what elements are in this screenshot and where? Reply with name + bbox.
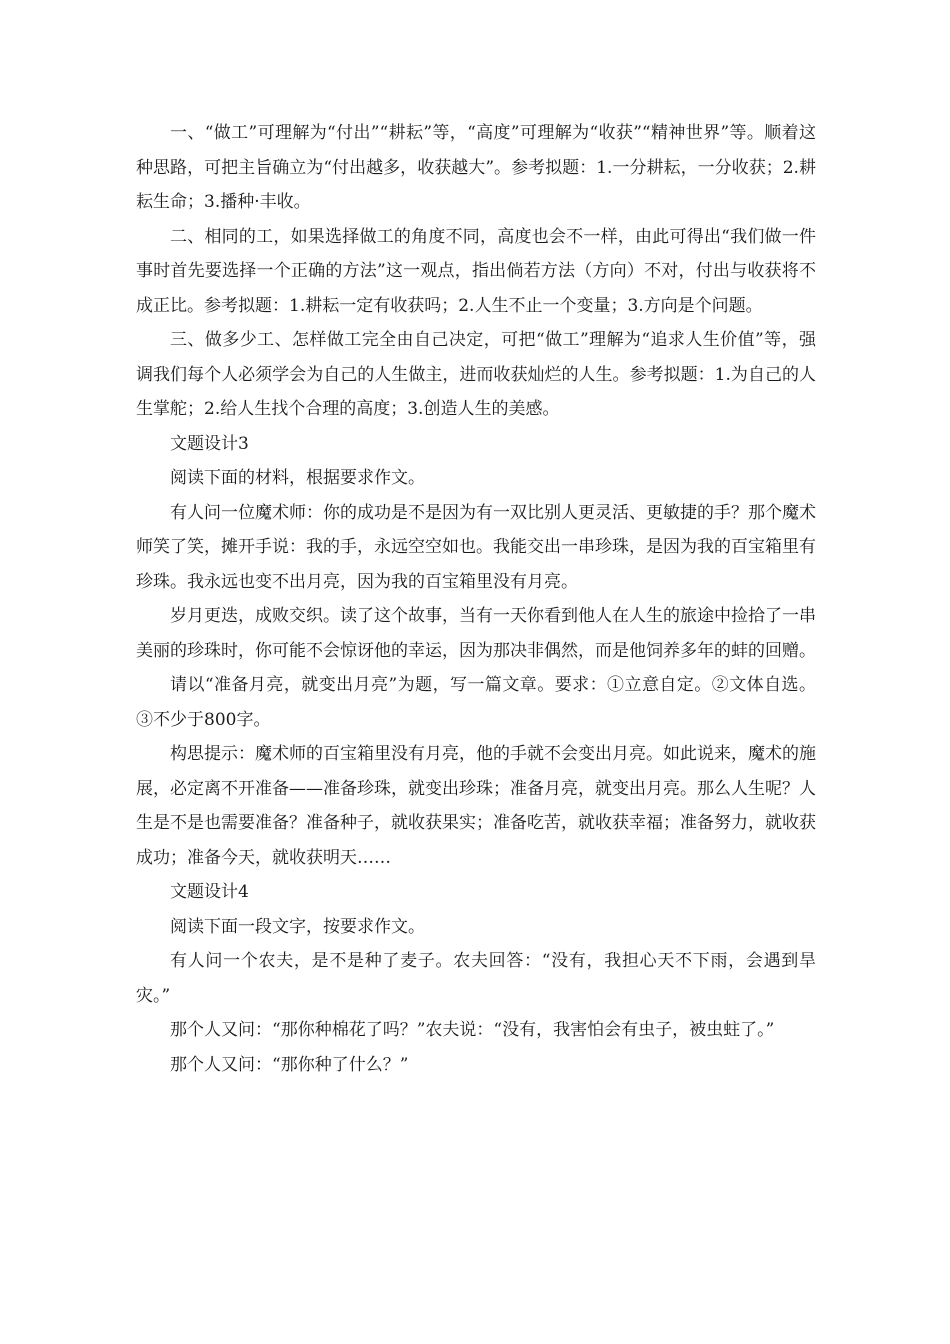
- paragraph-interpretation-1: 一、“做工”可理解为“付出”“耕耘”等，“高度”可理解为“收获”“精神世界”等。顺着这种思路，可把主旨确立为“付出越多，收获越大”。参考拟题：1.一分耕耘，一分收获；2.耕耘生命；3.播种·丰收。: [136, 123, 816, 212]
- document-page: [136, 116, 816, 1082]
- paragraph-writing-requirement: 请以“准备月亮，就变出月亮”为题，写一篇文章。要求：①立意自定。②文体自选。③不少于800字。: [136, 675, 816, 730]
- paragraph-magician-story: 有人问一位魔术师：你的成功是不是因为有一双比别人更灵活、更敏捷的手？那个魔术师笑了笑，摊开手说：我的手，永远空空如也。我能交出一串珍珠，是因为我的百宝箱里有珍珠。我永远也变不出月亮，因为我的百宝箱里没有月亮。: [136, 502, 816, 592]
- paragraph-interpretation-3: 三、做多少工、怎样做工完全由自己决定，可把“做工”理解为“追求人生价值”等，强调我们每个人必须学会为自己的人生做主，进而收获灿烂的人生。参考拟题：1.为自己的人生掌舵；2.给人生找个合理的高度；3.创造人生的美感。: [136, 330, 816, 419]
- paragraph-farmer-cotton: 那个人又问：“那你种棉花了吗？”农夫说：“没有，我害怕会有虫子，被虫蛀了。”: [170, 1020, 775, 1040]
- section-heading-design-3: 文题设计3: [170, 433, 249, 454]
- paragraph-instruction-4: 阅读下面一段文字，按要求作文。: [170, 916, 425, 937]
- paragraph-story-reflection: 岁月更迭，成败交织。读了这个故事，当有一天你看到他人在人生的旅途中捡拾了一串美丽的珍珠时，你可能不会惊讶他的幸运，因为那决非偶然，而是他饲养多年的蚌的回赠。: [136, 606, 816, 661]
- paragraph-farmer-wheat: 有人问一个农夫，是不是种了麦子。农夫回答：“没有，我担心天不下雨，会遇到旱灾。”: [136, 951, 816, 1006]
- section-heading-design-4: 文题设计4: [170, 882, 249, 902]
- paragraph-interpretation-2: 二、相同的工，如果选择做工的角度不同，高度也会不一样，由此可得出“我们做一件事时首先要选择一个正确的方法”这一观点，指出倘若方法（方向）不对，付出与收获将不成正比。参考拟题：1.耕耘一定有收获吗；2.人生不止一个变量；3.方向是个问题。: [136, 226, 816, 316]
- paragraph-idea-hint: 构思提示：魔术师的百宝箱里没有月亮，他的手就不会变出月亮。如此说来，魔术的施展，必定离不开准备——准备珍珠，就变出珍珠；准备月亮，就变出月亮。那么人生呢？人生是不是也需要准备？准备种子，就收获果实；准备吃苦，就收获幸福；准备努力，就收获成功；准备今天，就收获明天……: [136, 744, 816, 868]
- paragraph-instruction-3: 阅读下面的材料，根据要求作文。: [170, 468, 425, 488]
- paragraph-farmer-question: 那个人又问：“那你种了什么？”: [170, 1054, 409, 1075]
